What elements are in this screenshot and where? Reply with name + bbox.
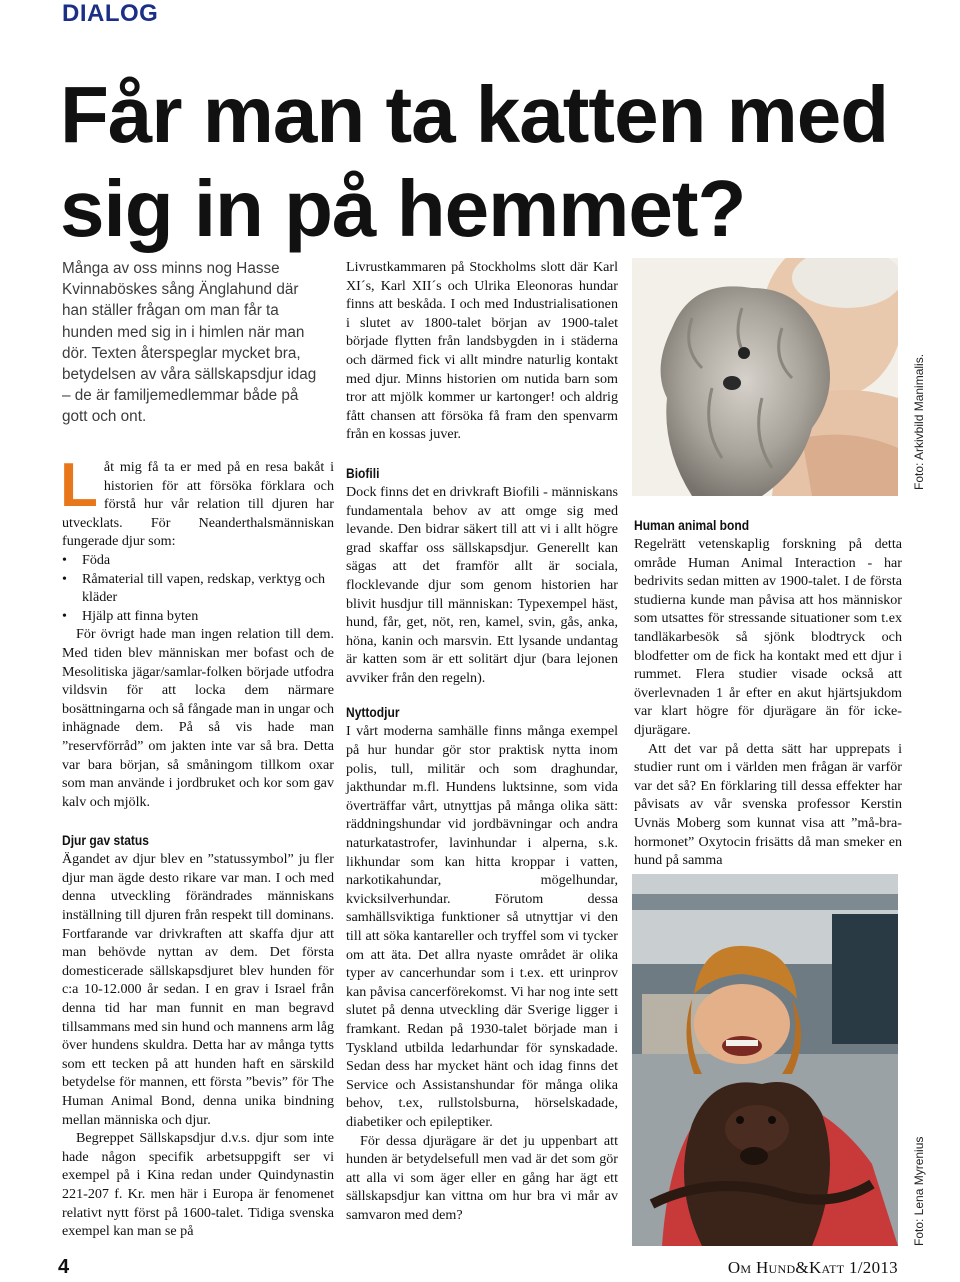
body-paragraph: Att det var på detta sätt har upprepats i studier runt om i världen men frågan är varför var det så? En förklaring till dessa effekter har påvisats av vår svenska professor Kerstin Uvnäs Moberg som kunnat visa att ”må-bra-hormonet” Oxytocin frisätts då man smeker en hund på samma (634, 740, 902, 869)
list-item: • Föda (62, 551, 334, 570)
list-item: • Råmaterial till vapen, redskap, verktyg och kläder (62, 570, 334, 607)
body-paragraph: För övrigt hade man ingen relation till dem. Med tiden blev människan mer bofast och de Mesolitiska jägar/samlar-folken började utfodra vildsvin för att locka dem närmare bosättningarna och så fångade man in ungar och inhägnade dem. På så vis hade man ”reservförråd” om jakten inte var så bra. Detta var bara början, så småningom tillkom oxar som man använde i jordbruket och kor som gav kalv och mjölk. (62, 626, 334, 810)
photo-credit-2: Foto: Lena Myrenius (912, 1136, 926, 1246)
photo-woman-with-labrador (632, 874, 898, 1246)
photo-man-with-dog-image (632, 258, 898, 496)
column-1 (60, 451, 334, 1241)
body-paragraph: Dock finns det en drivkraft Biofili - människans fundamentala behov av att omge sig med levande. Den bidrar säkert till att vi i allt högre grad skaffar oss sällskapsdjur. Generellt kan sägas att det framför allt är sociala, flocklevande djur som genom historien har blivit husdjur till människan: Typexempel häst, hund, får, get, nöt, ren, kamel, svin, gås, anka, höna, kanin och marsvin. Ett lysande undantag är katten som är ett solitärt djur (bara lejonen avviker från den regeln). (346, 483, 618, 686)
intro-text: åt mig få ta er med på en resa bakåt i historien för att försöka förklara och förstå hur vår relation till djuren har utvecklats. För Neanderthalsmänniskan fungerade djur som: (62, 459, 334, 550)
photo-credit-1: Foto: Arkivbild Manimalis. (912, 353, 926, 490)
subhead-status: Djur gav status (62, 832, 149, 849)
body-paragraph: För dessa djurägare är det ju uppenbart att hunden är betydelsefull men vad är det som gör att alla vi som äger eller en gång har ägt ett sällskapsdjur kan vittna om hur bra vi mår av samvaron med dem? (346, 1132, 618, 1223)
photo-man-with-dog (632, 258, 898, 496)
body-paragraph: Regelrätt vetenskaplig forskning på detta område Human Animal Interaction - har bedrivits sedan mitten av 1900-talet. I de första studierna kunde man påvisa att hos människor som utsattes för stressande situationer som t.ex tandläkarbesök så sjönk blodtryck och blodfetter om de fick ha kontakt med ett djur i rummet. Flera studier visade också att överlevnaden 1 år efter en akut hjärtsjukdom var klart högre för djurägare än för icke-djurägare. (634, 536, 902, 738)
headline: Får man ta katten med sig in på hemmet? (60, 70, 889, 253)
list-item: • Hjälp att finna byten (62, 607, 334, 626)
body-paragraph: I vårt moderna samhälle finns många exempel på hur hundar gör stor praktisk nytta inom polis, tull, militär och som draghundar, jakthundar m.fl. Hundens luktsinne, som vida överträffar vårt, utnyttjas på många olika sätt: räddningshundar vid jordbävningar och andra naturkatastrofer, lavinhundar i alperna, s.k. likhundar som kan hitta kroppar i vatten, narkotikahundar, mögelhundar, kvicksilverhundar. Förutom dessa samhällsviktiga funktioner så utnyttjar vi den till att söka kantareller och tryffel som vi tycker om att äta. Det allra nyaste området är olika typer av cancerhundar som i t.ex. ett urinprov kan påvisa cancerförekomst. Vi har nog inte sett slutet på denna utveckling där Sverige ligger i framkant. Redan på 1930-talet började man i Tyskland utbilda ledarhundar för synskadade. Sedan dess har mycket hänt och idag finns det Service och Assistanshundar för många olika behov, t.ex, rullstolsburna, hörselskadade, diabetiker och epileptiker. (346, 723, 618, 1130)
body-paragraph: Livrustkammaren på Stockholms slott där Karl XI´s, Karl XII´s och Ulrika Eleonoras hundar finns att beskåda. I och med Industrialisationen i slutet av 1800-talet början av 1900-talet började flytten från landsbygden in i städerna och därmed fick vi allt mindre naturlig kontakt med djur. Minns historien om nutida barn som tror att mjölk kommer ur kartonger! och aldrig fått chansen att försöka få fram den spenvarm från en kossas juver. (346, 259, 618, 443)
magazine-footer: Om Hund&Katt 1/2013 (727, 1258, 898, 1277)
subhead-human-animal-bond: Human animal bond (634, 517, 750, 533)
column-3 (634, 516, 902, 870)
column-2 (346, 258, 618, 1225)
page-number: 4 (58, 1256, 70, 1278)
section-label: DIALOG (62, 0, 159, 27)
intro-paragraph (60, 451, 334, 551)
dropcap: L (60, 451, 98, 520)
body-paragraph: Ägandet av djur blev en ”statussymbol” ju fler djur man ägde desto rikare var man. I och med denna utveckling förändrades människans inställning till djuren från respekt till dominans. Fortfarande var drivkraften att skaffa djur att man behövde nyttan av dem. Det första domesticerade sällskapsdjuret blev hunden för c:a 10-12.000 år sedan. I en grav i Israel från denna tid har man funnit en man begravd tillsammans med sin hund och mannens arm låg över hundens skuldra. Detta har av många tytts som ett tecken på att hunden haft en särskild betydelse för mannen, ett första ”bevis” för The Human Animal Bond, denna unika bindning mellan människa och djur. (62, 851, 334, 1128)
bullet-list (62, 551, 334, 625)
body-paragraph: Begreppet Sällskapsdjur d.v.s. djur som inte hade någon specifik arbetsuppgift ser vi exempel på i Kina redan under Quindynastin 221-207 f. Kr. men här i Europa är fenomenet relativt nytt först på 1600-talet. Tidiga svenska exempel kan man se på (62, 1130, 334, 1240)
lead-paragraph: Många av oss minns nog Hasse Kvinnaböskes sång Änglahund där han ställer frågan om man får ta hunden med sig in i himlen när man dör. Texten återspeglar mycket bra, betydelsen av våra sällskapsdjur idag – de är familjemedlemmar både på gott och ont. (62, 260, 317, 426)
subhead-nyttodjur: Nyttodjur (346, 704, 400, 721)
photo-woman-with-labrador-image (632, 874, 898, 1246)
subhead-biofili: Biofili (346, 464, 380, 481)
